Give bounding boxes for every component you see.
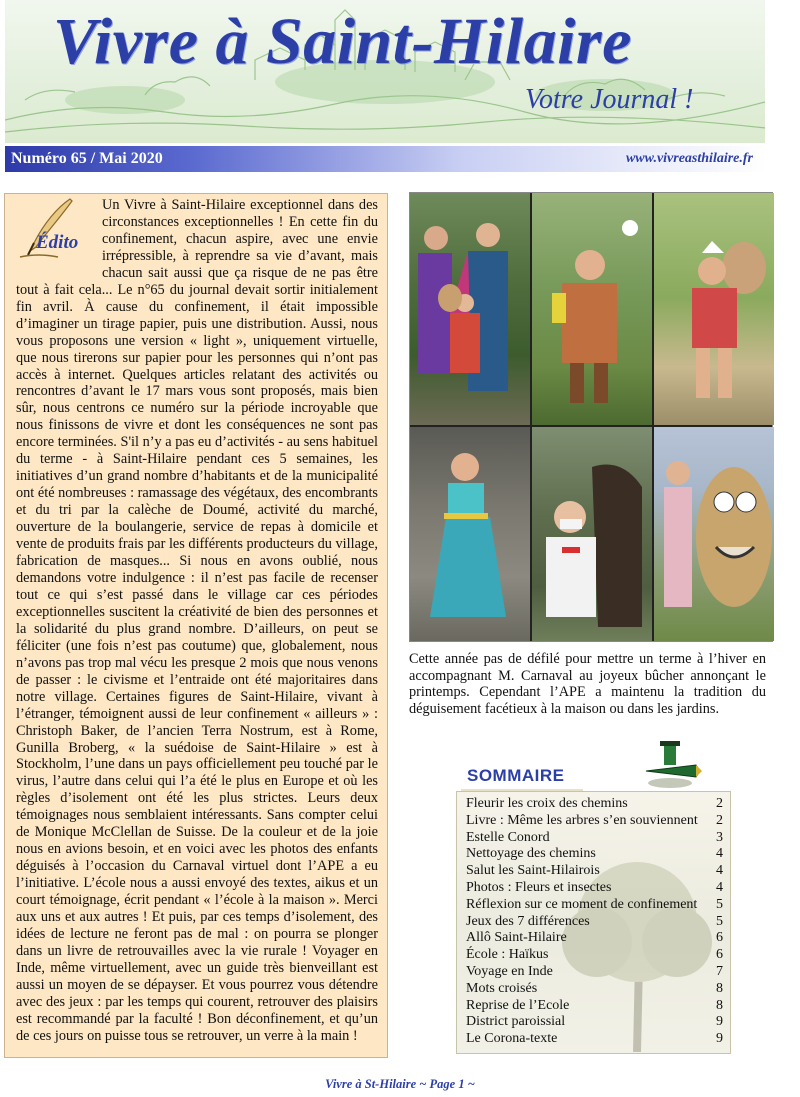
page-footer: Vivre à St-Hilaire ~ Page 1 ~ bbox=[325, 1077, 475, 1091]
toc-item[interactable] bbox=[466, 947, 723, 964]
toc-page: 4 bbox=[716, 863, 723, 879]
toc-item[interactable] bbox=[466, 846, 723, 863]
toc-item[interactable] bbox=[466, 1014, 723, 1031]
photo-child-fan bbox=[654, 193, 774, 425]
issue-bar bbox=[5, 146, 767, 172]
toc-page: 8 bbox=[716, 997, 723, 1013]
toc-label: Voyage en Inde bbox=[466, 963, 553, 979]
table-of-contents bbox=[456, 791, 731, 1054]
fountain-pen-icon bbox=[644, 741, 702, 791]
toc-label: District paroissial bbox=[466, 1014, 566, 1030]
toc-page: 5 bbox=[716, 913, 723, 929]
toc-item[interactable] bbox=[466, 1031, 723, 1048]
toc-label: École : Haïkus bbox=[466, 947, 549, 963]
toc-label: Mots croisés bbox=[466, 980, 538, 996]
photo-child-nurse-dog bbox=[532, 427, 652, 641]
photo-family-costumes bbox=[410, 193, 530, 425]
website-link[interactable]: www.vivreasthilaire.fr bbox=[625, 151, 753, 166]
toc-label: Estelle Conord bbox=[466, 829, 550, 845]
edito-box bbox=[4, 193, 388, 1058]
toc-page: 2 bbox=[716, 796, 723, 811]
toc-item[interactable] bbox=[466, 830, 723, 847]
toc-page: 9 bbox=[716, 1031, 723, 1047]
carnival-photo-grid bbox=[409, 192, 773, 642]
toc-item[interactable] bbox=[466, 813, 723, 830]
toc-item[interactable] bbox=[466, 964, 723, 981]
toc-page: 8 bbox=[716, 980, 723, 996]
journal-subtitle: Votre Journal ! bbox=[525, 84, 694, 115]
toc-label: Photos : Fleurs et insectes bbox=[466, 879, 612, 895]
edito-header bbox=[16, 197, 102, 271]
toc-label: Livre : Même les arbres s’en souviennent bbox=[466, 812, 698, 828]
toc-page: 2 bbox=[716, 812, 723, 828]
edito-label: Édito bbox=[36, 232, 79, 253]
photo-child-genie bbox=[410, 427, 530, 641]
photo-cardboard-monster bbox=[654, 427, 774, 641]
sommaire-heading: SOMMAIRE bbox=[467, 766, 565, 785]
toc-item[interactable] bbox=[466, 897, 723, 914]
masthead bbox=[5, 0, 765, 143]
toc-page: 5 bbox=[716, 896, 723, 912]
toc-item[interactable] bbox=[466, 880, 723, 897]
toc-page: 6 bbox=[716, 947, 723, 963]
toc-page: 6 bbox=[716, 930, 723, 946]
toc-label: Nettoyage des chemins bbox=[466, 846, 596, 862]
photo-child-clown bbox=[532, 193, 652, 425]
toc-item[interactable] bbox=[466, 998, 723, 1015]
toc-item[interactable] bbox=[466, 796, 723, 813]
toc-label: Fleurir les croix des chemins bbox=[466, 796, 628, 811]
toc-label: Le Corona-texte bbox=[466, 1031, 558, 1047]
toc-label: Jeux des 7 différences bbox=[466, 913, 590, 929]
toc-label: Reprise de l’Ecole bbox=[466, 997, 570, 1013]
toc-label: Salut les Saint-Hilairois bbox=[466, 863, 600, 879]
toc-label: Réflexion sur ce moment de confinement bbox=[466, 896, 698, 912]
toc-item[interactable] bbox=[466, 863, 723, 880]
toc-label: Allô Saint-Hilaire bbox=[466, 930, 567, 946]
toc-page: 9 bbox=[716, 1014, 723, 1030]
edito-text: Un Vivre à Saint-Hilaire exceptionnel dans des circonstances exceptionnelles ! En cette fin du confinement, chacun aspire, avec une envie irrépressible, à reprendre sa vie d’avant, mais chacun sait aussi que ça risque de ne pas être tout à fait cela... Le n°65 du journal devait sortir initialement fin avril. À cause du confinement, il était impossible d’imaginer un tirage papier, puis une distribution. Aussi, nous vous proposons une version « light », uniquement virtuelle, que nous tirerons sur papier pour les personnes qui n’ont pas accès à internet. Quelques articles relatant des activités ou rencontres d’avant le 17 mars vous sont proposés, mais bien sûr, nous centrons ce numéro sur la période incroyable que nous finissons de vivre et dont les conséquences ne sont pas encore terminées. S'il n’y a pas eu d’activités - au sens habituel du terme - à Saint-Hilaire pendant ces 5 semaines, les initiatives d’un grand nombre d’habitants et de la municipalité ont été nombreuses : ramassage des végétaux, des encombrants et du tri par la calèche de Doumé, activité du marché, ouverture de la boulangerie, service de repas à domicile et vente de produits frais par les différents producteurs du village, fabrication de masques... Si nous en avons oublié, nous demandons votre indulgence : il n’est pas facile de recenser tout ce qui s’est passé dans le village car ces périodes exceptionnelles suscitent la créativité de bien des personnes et la solidarité du plus grand nombre. D’ailleurs, on peut se féliciter (une fois n’est pas coutume) que, globalement, nous n’avons pas trop mal vécu les presque 2 mois que nous venons de passer : le civisme et l’entraide ont été majoritaires dans notre village. Certaines figures de Saint-Hilaire, vivant à l’étranger, témoignent aussi de leur confinement « ailleurs » : Christoph Baker, de l’ancien Terra Nostrum, est à Rome, Gunilla Broberg, « la suédoise de Saint-Hilaire » est à Stockholm, l’une dans un pays officiellement peu touché par le virus, l’autre dans celui qui l’a été le plus en Europe et où les règles d’isolement ont été les plus strictes. Leurs deux témoignages nous semblaient intéressants. Sans compter celui de Monique McClellan de Suisse. De la couleur et de la joie nous en avions besoin, et en voici avec les photos des enfants déguisés à l’occasion du Carnaval virtuel dont l’APE a eu l’initiative. L’école nous a aussi envoyé des textes, aikus et un court témoignage, écrit pendant « l’école à la maison ». Merci aux uns et aux autres ! Et puis, par ces temps d’isolement, des idées de lecture ne feront pas de mal : on pourra se plonger dans un livre de retrouvailles avec la vie rurale ! Voyager en Inde, même virtuellement, avec un guide très bienveillant est aussi un moyen de se dépayser. Et vous pourrez vous détendre avec des jeux : par les temps qui courent, retrouver des plaisirs est recommandé par la faculté ! Bon déconfinement, et qu’un de ces jours on puisse tous se retrouver, un verre à la main ! bbox=[16, 197, 378, 1044]
issue-number: Numéro 65 / Mai 2020 bbox=[11, 150, 163, 167]
photo-caption: Cette année pas de défilé pour mettre un terme à l’hiver en accompagnant M. Carnaval au joyeux bûcher annonçant le printemps. Cependant l’APE a maintenu la tradition du déguisement facétieux à la maison ou dans les jardins. bbox=[409, 651, 766, 717]
toc-page: 7 bbox=[716, 963, 723, 979]
toc-page: 3 bbox=[716, 829, 723, 845]
toc-page: 4 bbox=[716, 879, 723, 895]
toc-page: 4 bbox=[716, 846, 723, 862]
toc-item[interactable] bbox=[466, 914, 723, 931]
toc-item[interactable] bbox=[466, 981, 723, 998]
journal-title: Vivre à Saint-Hilaire bbox=[53, 5, 632, 78]
toc-item[interactable] bbox=[466, 930, 723, 947]
sommaire-title bbox=[461, 763, 583, 791]
